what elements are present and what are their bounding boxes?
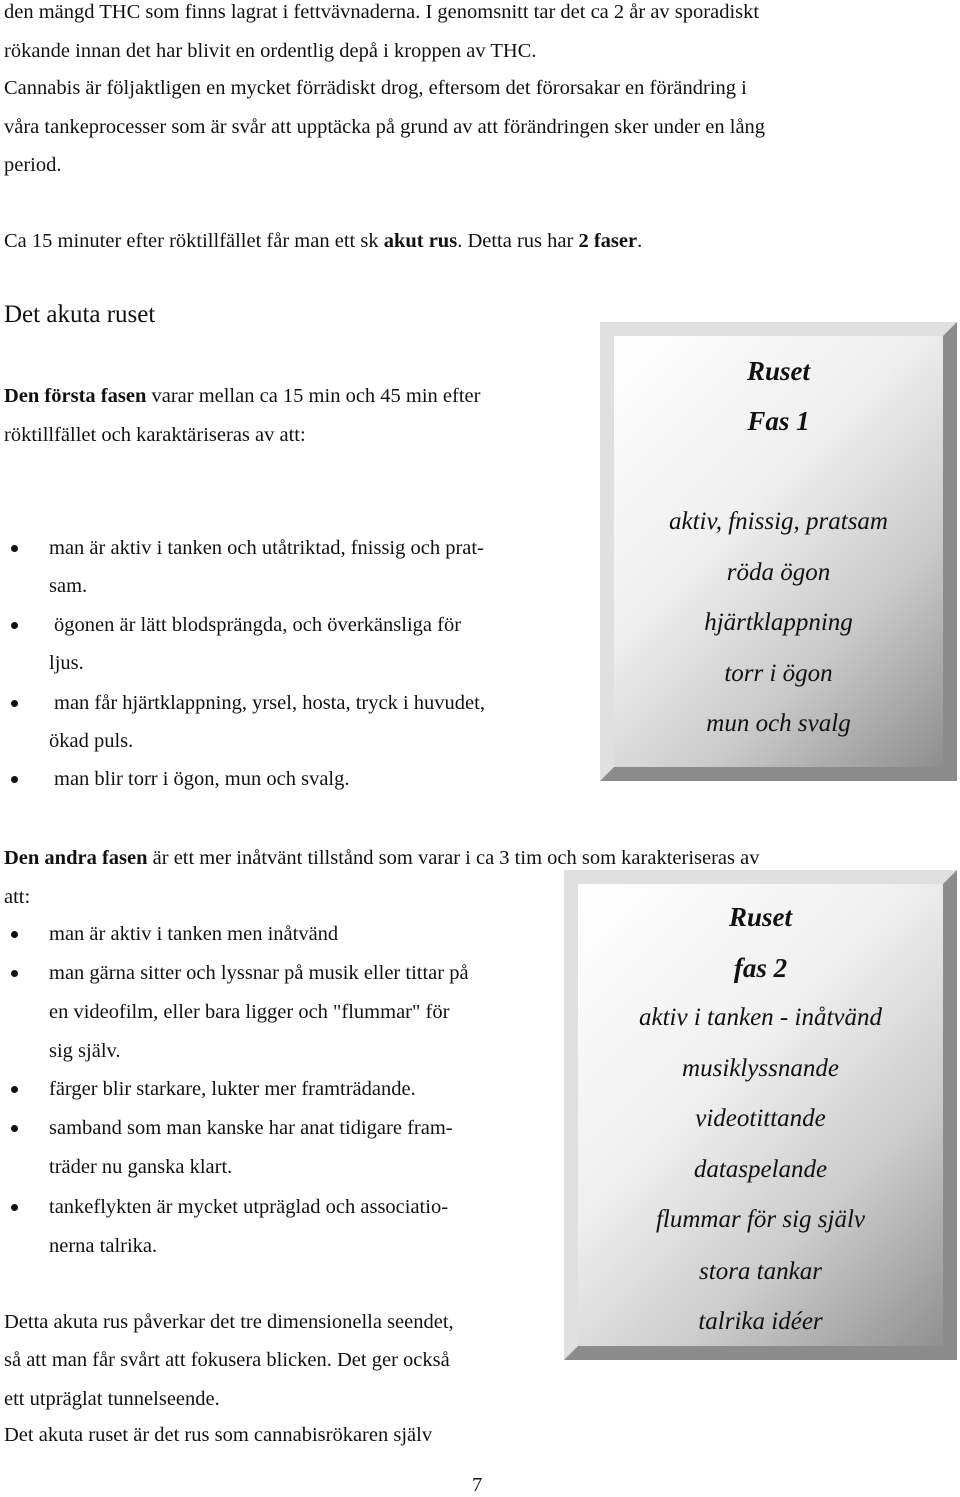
acute-intro-text-1: Ca 15 minuter efter röktillfället får man ett sk [4,230,384,252]
phase1-lead-bold: Den första fasen [4,385,147,407]
phase2-bullet-5-line-1: tankeflykten är mycket utpräglad och associatio- [49,1196,449,1218]
intro-line-2: rökande innan det har blivit en ordentlig depå i kroppen av THC. [4,40,537,62]
phase2-bullet-2-line-1: man gärna sitter och lyssnar på musik eller tittar på [49,962,469,984]
phase1-box-title: Ruset [746,356,811,386]
intro-line-1: den mängd THC som finns lagrat i fettvävnaderna. I genomsnitt tar det ca 2 år av sporadiskt [4,1,760,23]
phase1-bullet-2-line-1: ögonen är lätt blodsprängda, och överkänsliga för [54,614,462,636]
phase2-box-item-4: dataspelande [693,1156,828,1183]
bullet-dot [11,776,18,783]
acute-intro-sentence [4,229,642,253]
phase2-box-item-5: flummar för sig själv [655,1206,866,1233]
phase2-box-item-7: talrika idéer [698,1308,823,1335]
acute-intro-bold-1: akut rus [383,230,458,252]
phase2-bullet-5-line-2: nerna talrika. [49,1235,158,1257]
phase2-lead-line-2: att: [4,886,31,908]
bullet-dot [11,1086,18,1093]
phase1-lead-rest: varar mellan ca 15 min och 45 min efter [146,385,481,407]
phase2-box-title: Ruset [728,902,793,932]
phase2-bullet-1-line-1: man är aktiv i tanken men inåtvänd [49,923,339,945]
phase1-summary-box [600,322,957,781]
phase2-lead-rest: är ett mer inåtvänt tillstånd som varar i ca 3 tim och som karakteriseras av [147,847,760,869]
phase2-box-item-6: stora tankar [699,1258,822,1285]
phase1-bullet-4-line-1: man blir torr i ögon, mun och svalg. [54,768,350,790]
closing-line-3: ett utpräglat tunnelseende. [4,1388,220,1410]
phase2-bullet-3-line-1: färger blir starkare, lukter mer framträdande. [49,1078,416,1100]
bullet-dot [11,931,18,938]
phase1-box-item-5: mun och svalg [706,710,851,737]
closing-line-2: så att man får svårt att fokusera blicken. Det ger också [4,1349,450,1371]
bullet-dot [11,1204,18,1211]
phase2-summary-box [564,870,957,1360]
phase1-lead [4,384,480,408]
bullet-dot [11,700,18,707]
bullet-dot [11,545,18,552]
acute-intro-bold-2: 2 faser [578,230,638,252]
phase2-box-item-2: musiklyssnande [682,1055,839,1082]
phase1-bullet-3-line-2: ökad puls. [49,730,134,752]
bullet-dot [11,622,18,629]
phase1-box-item-2: röda ögon [726,559,831,586]
phase1-box-subtitle: Fas 1 [747,406,810,436]
intro-line-3: Cannabis är följaktligen en mycket förrädiskt drog, eftersom det förorsakar en förändring i [4,77,747,99]
phase1-bullet-2-line-2: ljus. [49,652,84,674]
phase1-bullet-1-line-1: man är aktiv i tanken och utåtriktad, fnissig och prat- [49,537,484,559]
intro-line-4: våra tankeprocesser som är svår att upptäcka på grund av att förändringen sker under en lång [4,116,766,138]
phase1-box-item-1: aktiv, fnissig, pratsam [669,508,888,535]
section-heading: Det akuta ruset [4,301,156,328]
phase2-bullet-4-line-2: träder nu ganska klart. [49,1156,233,1178]
phase2-box-item-3: videotittande [695,1105,826,1132]
phase2-box-item-1: aktiv i tanken - inåtvänd [639,1004,882,1031]
phase1-bullet-3-line-1: man får hjärtklappning, yrsel, hosta, tryck i huvudet, [54,692,485,714]
acute-intro-text-2: . Detta rus har [457,230,579,252]
closing-line-1: Detta akuta rus påverkar det tre dimensionella seendet, [4,1311,454,1333]
phase1-lead-line-2: röktillfället och karaktäriseras av att: [4,424,306,446]
acute-intro-text-3: . [637,230,643,252]
bullet-dot [11,1125,18,1132]
phase2-lead-bold: Den andra fasen [4,847,148,869]
page-number: 7 [472,1474,483,1496]
phase2-lead [4,846,759,870]
phase2-bullet-2-line-3: sig själv. [49,1040,121,1062]
closing-line-4: Det akuta ruset är det rus som cannabisrökaren själv [4,1424,433,1446]
phase2-box-subtitle: fas 2 [733,953,788,983]
phase2-bullet-4-line-1: samband som man kanske har anat tidigare fram- [49,1117,453,1139]
intro-line-5: period. [4,154,62,176]
phase1-box-item-4: torr i ögon [724,660,833,687]
phase1-box-item-3: hjärtklappning [704,609,853,636]
phase1-bullet-1-line-2: sam. [49,575,88,597]
bullet-dot [11,970,18,977]
phase2-bullet-2-line-2: en videofilm, eller bara ligger och "flummar" för [49,1001,450,1023]
